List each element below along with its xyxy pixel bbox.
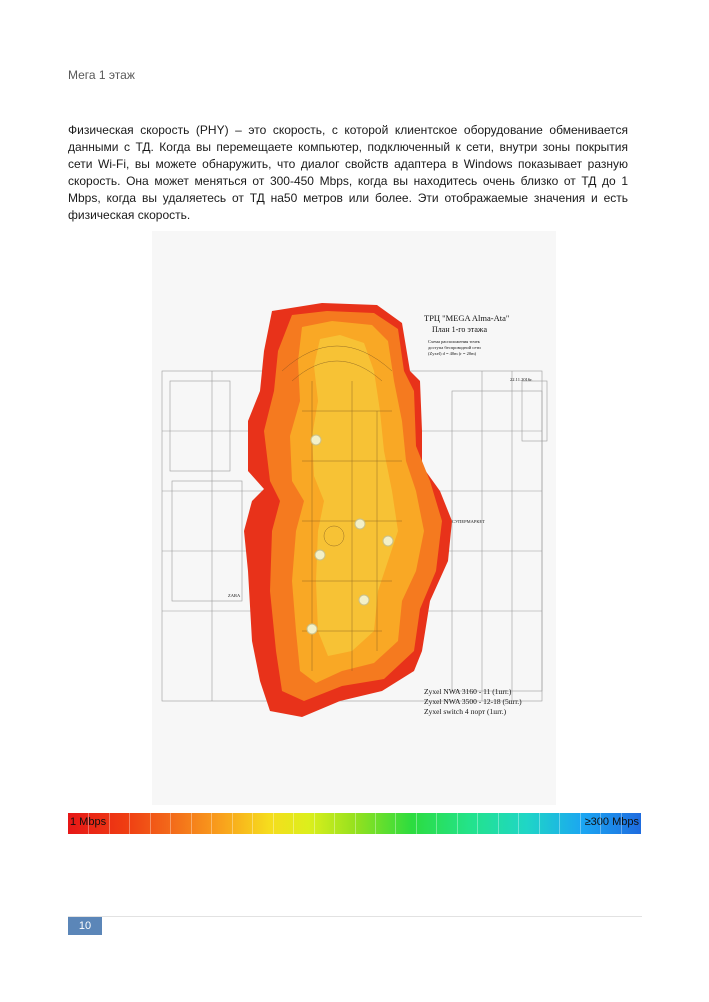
legend-segment-divider <box>314 813 315 834</box>
equipment-item: Zyxel NWA 3500 - 12-18 (5шт.) <box>424 697 522 706</box>
floor-plan-heatmap <box>152 231 556 805</box>
access-point-icon <box>359 595 369 605</box>
plan-title: ТРЦ "MEGA Alma-Ata" <box>424 313 510 323</box>
plan-label-supermarket: СУПЕРМАРКЕТ <box>452 519 485 524</box>
legend-min-label: 1 Mbps <box>70 816 107 828</box>
legend-segment-divider <box>600 813 601 834</box>
page-header: Мега 1 этаж <box>68 68 135 82</box>
access-point-icon <box>311 435 321 445</box>
plan-scheme-line: доступа беспроводной сети <box>428 345 481 350</box>
legend-max-label: ≥300 Mbps <box>584 816 639 828</box>
legend-segment-divider <box>150 813 151 834</box>
legend-segment-divider <box>252 813 253 834</box>
legend-segment-divider <box>129 813 130 834</box>
legend-segment-divider <box>416 813 417 834</box>
legend-segment-divider <box>621 813 622 834</box>
access-point-icon <box>315 550 325 560</box>
plan-scheme-line: Схема расположения точек <box>428 339 480 344</box>
plan-scheme-line: (Zyxel) d = 40m (r = 20m) <box>428 351 477 356</box>
access-point-icon <box>383 536 393 546</box>
legend-segment-divider <box>539 813 540 834</box>
speed-legend-bar <box>68 813 641 834</box>
access-point-icon <box>355 519 365 529</box>
legend-segment-divider <box>498 813 499 834</box>
body-paragraph: Физическая скорость (PHY) – это скорость, с которой клиентское оборудование обменивается данными с ТД. Когда вы перемещаете компьютер, подключенный к сети, внутри зоны покрытия сети Wi-Fi, вы можете обнаружить, что диалог свойств адаптера в Windows показывает разную скорость. Она может меняться от 300-450 Mbps, когда вы находитесь очень близко от ТД до 1 Mbps, когда вы удаляетесь от ТД на50 метров или более. Эти отображаемые значения и есть физическая скорость. <box>68 123 628 222</box>
plan-label-zara: ZARA <box>228 593 241 598</box>
legend-segment-divider <box>232 813 233 834</box>
plan-subtitle: План 1-го этажа <box>432 325 488 334</box>
legend-segment-divider <box>170 813 171 834</box>
access-point-icon <box>307 624 317 634</box>
legend-segment-divider <box>457 813 458 834</box>
plan-date: 22.11.2016г. <box>510 377 533 382</box>
equipment-item: Zyxel switch 4 порт (1шт.) <box>424 707 507 716</box>
legend-segment-divider <box>273 813 274 834</box>
legend-segment-divider <box>109 813 110 834</box>
equipment-item: Zyxel NWA 3160 - 11 (1шт.) <box>424 687 512 696</box>
legend-segment-divider <box>518 813 519 834</box>
footer-divider <box>68 916 642 917</box>
legend-segment-divider <box>88 813 89 834</box>
legend-segment-divider <box>375 813 376 834</box>
legend-segment-divider <box>477 813 478 834</box>
legend-segment-divider <box>355 813 356 834</box>
legend-segment-divider <box>293 813 294 834</box>
legend-segment-divider <box>211 813 212 834</box>
legend-segment-divider <box>395 813 396 834</box>
legend-segment-divider <box>334 813 335 834</box>
legend-segment-divider <box>436 813 437 834</box>
floor-plan-figure <box>152 231 556 805</box>
legend-segment-divider <box>580 813 581 834</box>
legend-segment-divider <box>559 813 560 834</box>
page-number: 10 <box>68 917 102 935</box>
legend-segment-divider <box>191 813 192 834</box>
